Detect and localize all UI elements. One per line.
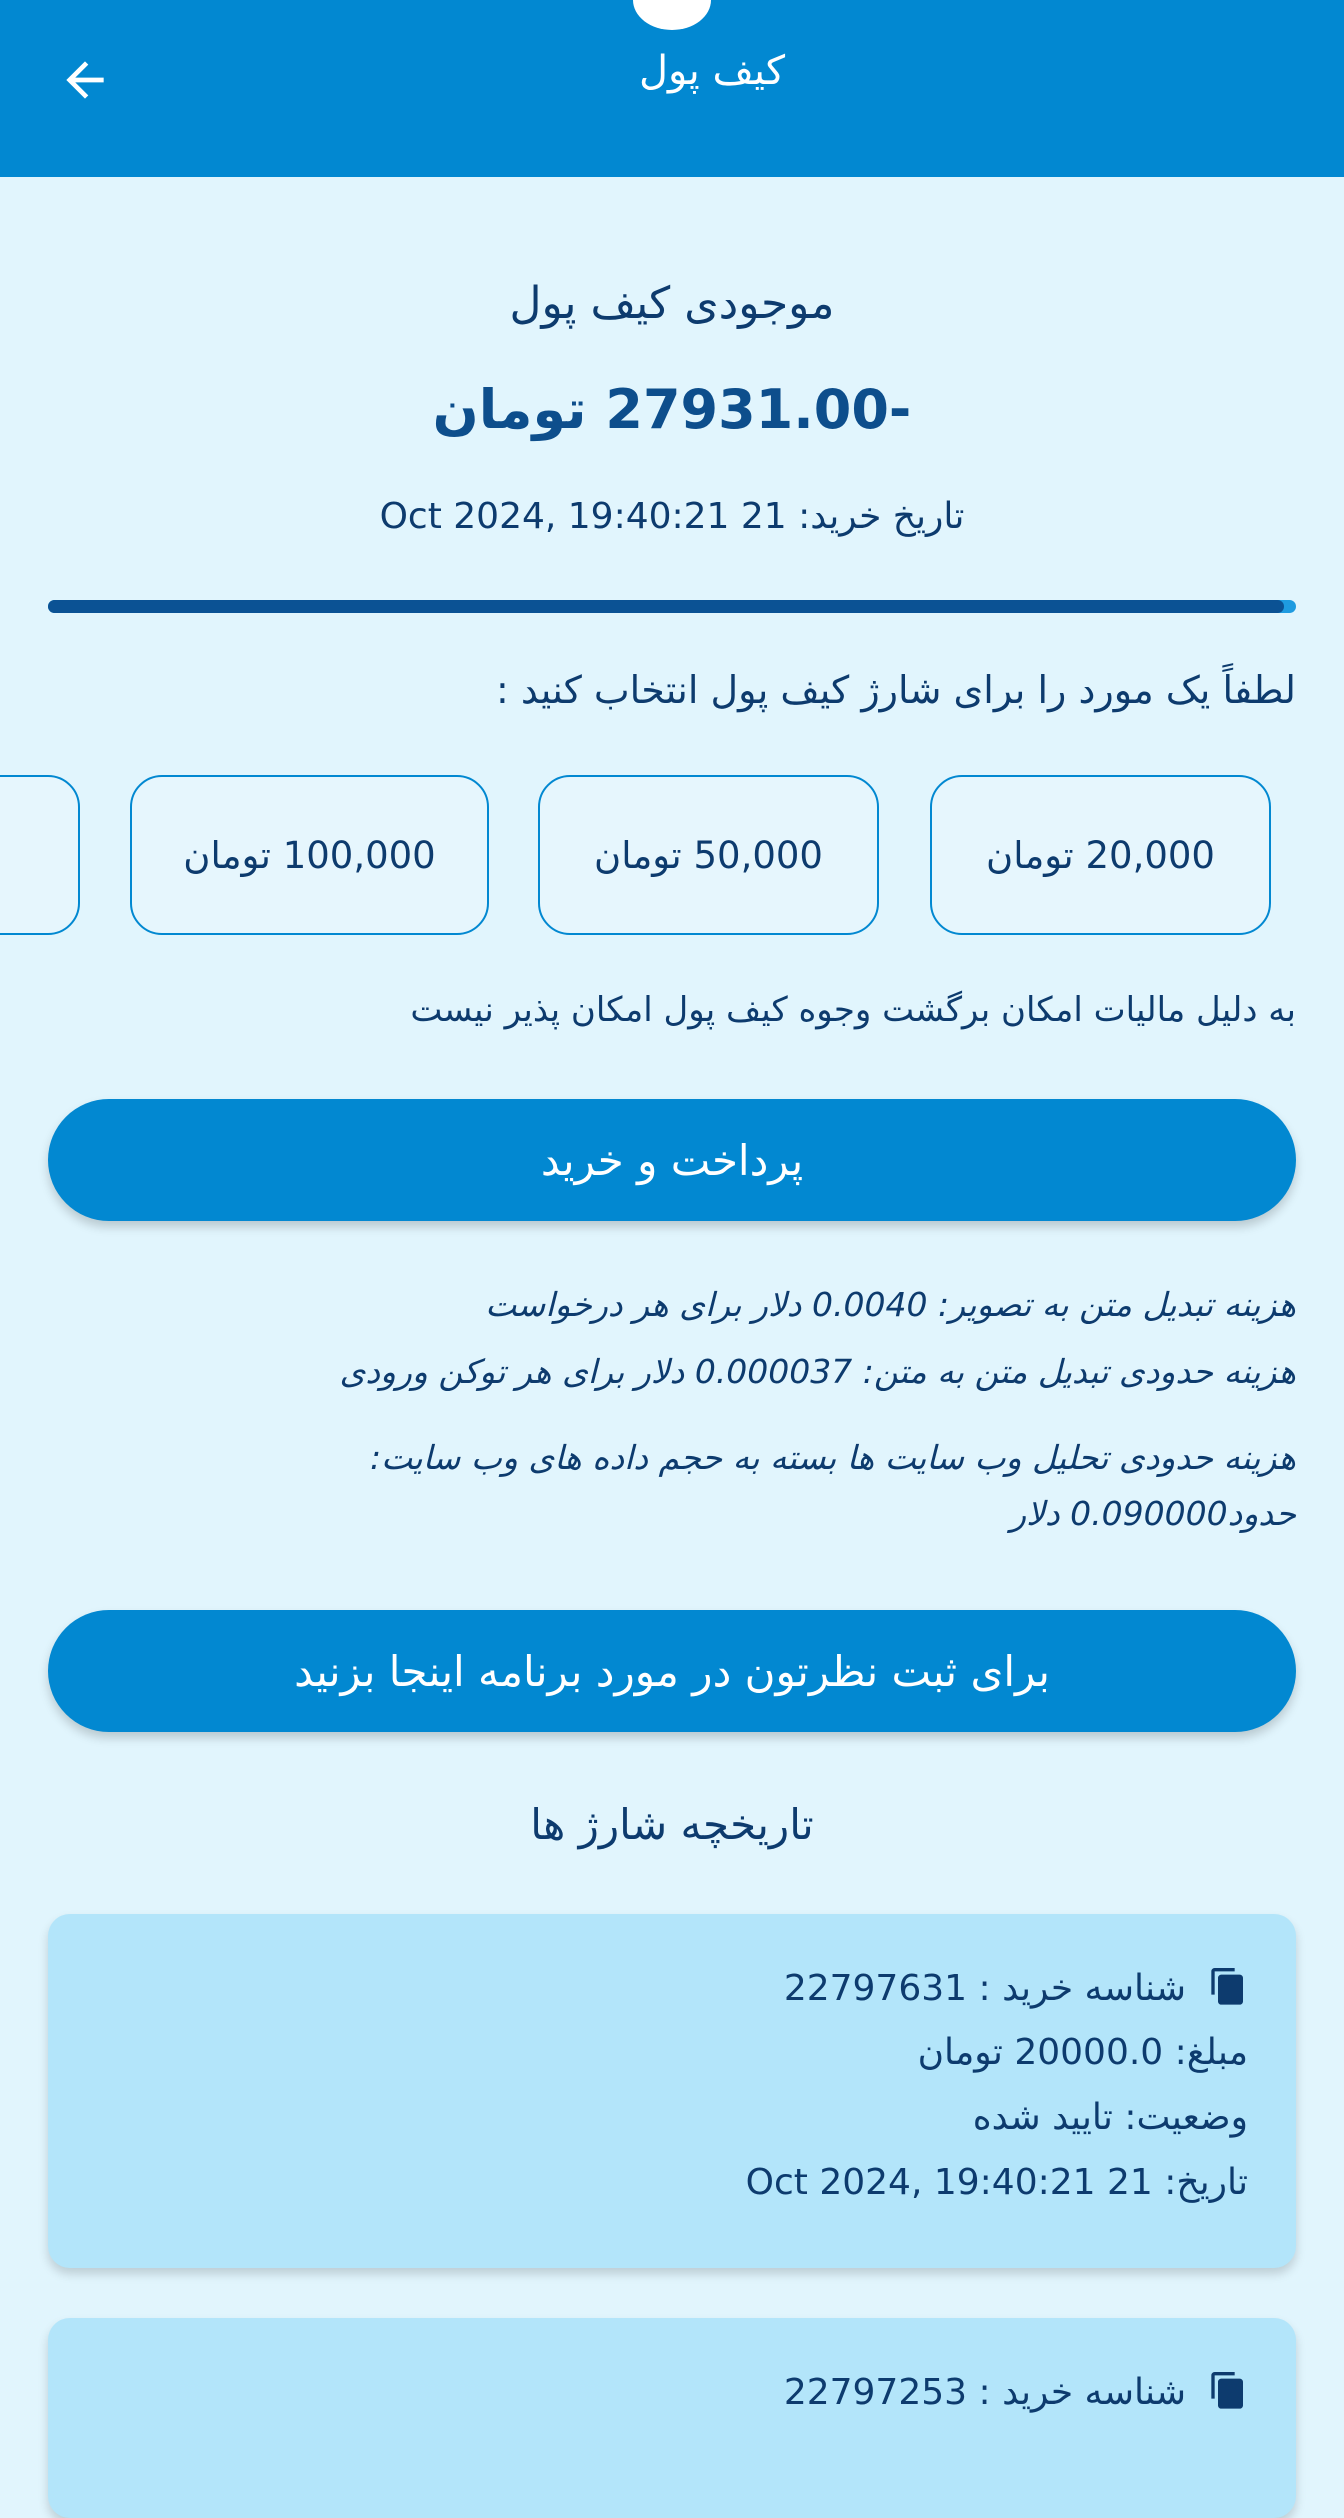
charge-option-50000[interactable]: 50,000 تومان [538,775,879,935]
purchase-id: شناسه خرید : 22797631 [783,1967,1186,2009]
purchase-id: شناسه خرید : 22797253 [783,2371,1186,2413]
progress-fill [48,600,1284,613]
cost-text-to-text: هزینه حدودی تبدیل متن به متن: 0.000037 دلار برای هر توکن ورودی [339,1352,1296,1391]
cost-website-analysis-line2: حدود0.090000 دلار [1010,1494,1296,1533]
balance-amount: -27931.00 تومان [432,378,912,441]
copy-icon[interactable] [1208,2370,1248,2414]
charge-option-partial[interactable] [0,775,80,935]
history-title: تاریخچه شارژ ها [530,1800,814,1849]
copy-icon[interactable] [1208,1966,1248,2010]
pay-and-buy-button[interactable]: پرداخت و خرید [48,1099,1296,1221]
purchase-id-row [784,1966,1248,2010]
cost-website-analysis-line1: هزینه حدودی تحلیل وب سایت ها بسته به حجم داده های وب سایت: [370,1438,1296,1477]
history-card [48,2318,1296,2518]
camera-cutout [633,0,711,30]
purchase-amount: مبلغ: 20000.0 تومان [917,2032,1248,2073]
purchase-date-row: تاریخ: 21 Oct 2024, 19:40:21 [745,2162,1248,2203]
charge-option-100000[interactable]: 100,000 تومان [130,775,489,935]
charge-prompt: لطفاً یک مورد را برای شارژ کیف پول انتخاب کنید : [495,668,1296,712]
charge-option-20000[interactable]: 20,000 تومان [930,775,1271,935]
app-bar [0,0,1344,177]
balance-progress-bar [48,600,1296,613]
balance-label: موجودی کیف پول [509,278,835,329]
cost-text-to-image: هزینه تبدیل متن به تصویر: 0.0040 دلار برای هر درخواست [485,1285,1296,1324]
feedback-button[interactable]: برای ثبت نظرتون در مورد برنامه اینجا بزنید [48,1610,1296,1732]
purchase-date: تاریخ خرید: 21 Oct 2024, 19:40:21 [379,496,965,537]
history-card [48,1914,1296,2268]
purchase-id-row [784,2370,1248,2414]
tax-note: به دلیل مالیات امکان برگشت وجوه کیف پول امکان پذیر نیست [410,990,1296,1030]
cost-website-analysis [370,1430,1296,1542]
purchase-status: وضعیت: تایید شده [972,2097,1248,2138]
page-title: کیف پول [638,48,786,94]
